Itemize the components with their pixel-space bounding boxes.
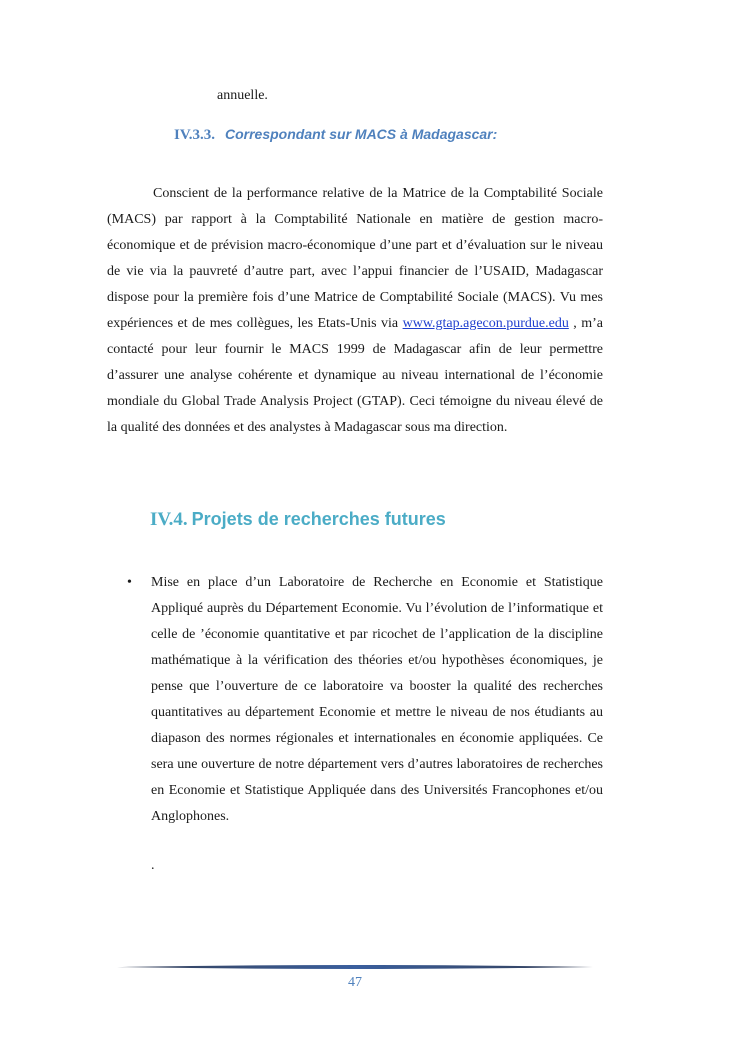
list-item: Mise en place d’un Laboratoire de Recherche en Economie et Statistique Appliqué auprès du Département Economie. Vu l’évolution de l’informatique et celle de ’économie quantitative et par ricochet de l’application de la discipline mathématique à la vérification des théories et/ou hypothèses économiques, je pense que l’ouverture de ce laboratoire va booster la qualité des recherches quantitatives au département Economie et mettre le niveau de nos étudiants au diapason des normes régionales et internationales en économie appliquées. Ce sera une ouverture de notre département vers d’autres laboratoires de recherches en Economie et Statistique Appliquée dans des Universités Francophones et/ou Anglophones. <box>151 575 603 824</box>
section-heading-iv33 <box>174 126 497 144</box>
section-title: Correspondant sur MACS à Madagascar: <box>225 126 498 142</box>
section-number: IV.3.3. <box>174 127 215 143</box>
page-number: 47 <box>348 975 362 990</box>
gtap-link[interactable]: www.gtap.agecon.purdue.edu <box>402 316 569 331</box>
continuation-text: annuelle. <box>217 88 268 103</box>
paragraph-text <box>107 181 603 441</box>
section-title: Projets de recherches futures <box>191 509 446 529</box>
footer-divider <box>117 963 593 971</box>
body-paragraph <box>107 181 603 441</box>
bullet-icon: • <box>127 575 132 590</box>
trailing-mark: . <box>151 858 155 873</box>
section-heading-iv4 <box>150 509 446 531</box>
paragraph-text-after-link: , m’a contacté pour leur fournir le MACS 1999 de Madagascar afin de leur permettre d’assurer une analyse cohérente et dynamique au niveau international de l’économie mondiale du Global Trade Analysis Project (GTAP). Ceci témoigne du niveau élevé de la qualité des données et des analystes à Madagascar sous ma direction. <box>107 316 604 435</box>
bullet-list <box>127 570 603 830</box>
paragraph-text-before-link: Conscient de la performance relative de la Matrice de la Comptabilité Sociale (MACS) par rapport à la Comptabilité Nationale en matière de gestion macro-économique et de prévision macro-économique d’une part et d’évaluation sur le niveau de vie via la pauvreté d’autre part, avec l’appui financier de l’USAID, Madagascar dispose pour la première fois d’une Matrice de Comptabilité Sociale (MACS). Vu mes expériences et de mes collègues, les Etats-Unis via <box>107 186 603 331</box>
section-number: IV.4. <box>150 509 188 530</box>
